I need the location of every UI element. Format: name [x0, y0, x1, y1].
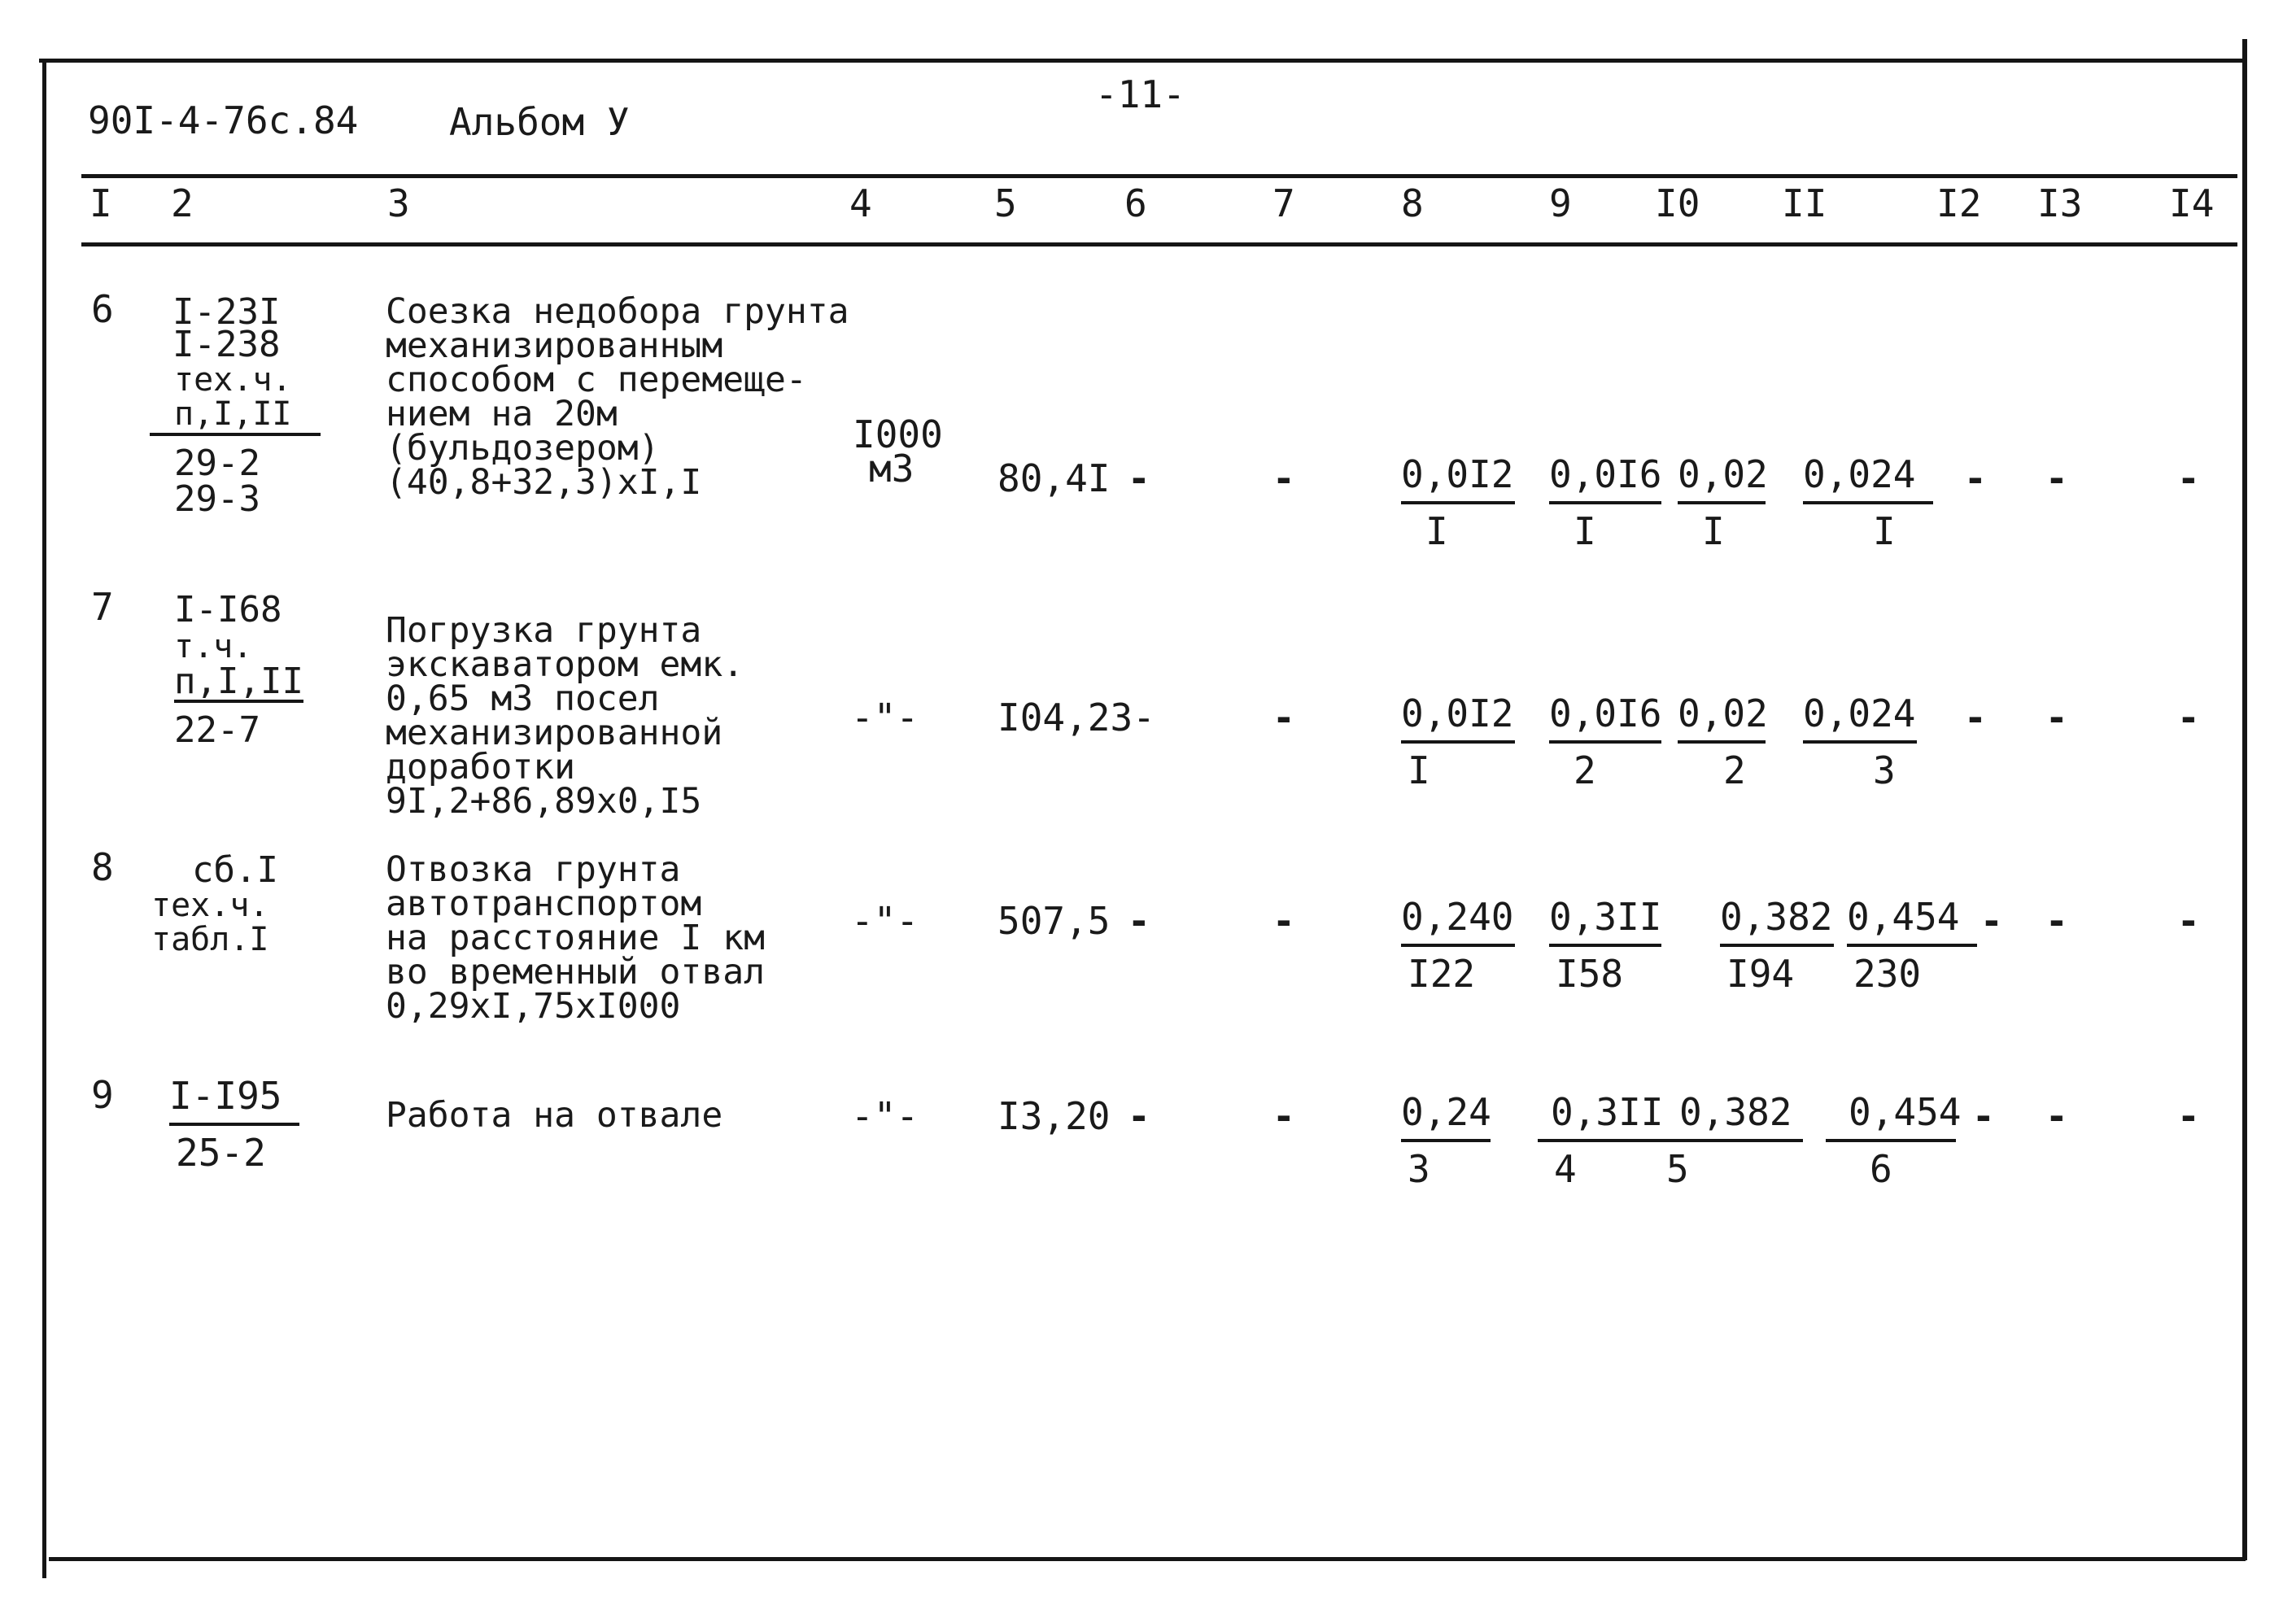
fraction-col10: [1720, 895, 1834, 996]
column-header: 7: [1272, 181, 1295, 225]
cell-col12: -: [1980, 899, 2003, 943]
row-unit: м3: [869, 447, 914, 491]
column-header: 3: [387, 181, 410, 225]
column-header: I4: [2169, 181, 2215, 225]
fraction-col9: [1549, 691, 1661, 792]
fraction-numerator: 0,382: [1720, 895, 1834, 947]
cell-col13: -: [2045, 696, 2068, 739]
row-ref: табл.I: [151, 921, 269, 958]
fraction-numerator: 0,024: [1803, 691, 1917, 744]
column-header: 5: [994, 181, 1017, 225]
fraction-col9: [1549, 452, 1661, 553]
frame-bottom-border: [49, 1557, 2246, 1561]
fraction-denominator: 6: [1870, 1147, 1892, 1191]
header-top-rule: [81, 174, 2237, 178]
column-header: 2: [171, 181, 194, 225]
frame-right-border: [2242, 39, 2247, 1560]
cell-col13: -: [2045, 899, 2068, 943]
fraction-numerator: 0,0I6: [1549, 452, 1661, 504]
row-description: автотранспортом: [386, 883, 702, 924]
row-description: механизированной: [386, 713, 723, 753]
row-unit: -"-: [851, 899, 919, 943]
fraction-denominator: 2: [1723, 748, 1746, 792]
cell-col14: -: [2177, 696, 2200, 739]
cell-col6: -: [1128, 899, 1150, 943]
fraction-numerator: 0,0I2: [1401, 452, 1515, 504]
fraction-col10: [1678, 452, 1766, 553]
fraction-denominator: I: [1873, 509, 1896, 553]
row-unit: -"-: [851, 1094, 919, 1138]
row-ref: п,I,II: [174, 395, 292, 433]
row-description: (40,8+32,3)xI,I: [386, 462, 702, 503]
row-unit: -"-: [851, 696, 919, 739]
row-ref: сб.I: [192, 849, 278, 891]
column-header: 9: [1549, 181, 1572, 225]
row-quantity: 507,5: [997, 899, 1111, 943]
cell-col12: -: [1964, 456, 1987, 500]
fraction-numerator: 0,02: [1678, 452, 1766, 504]
album-label: Альбом У: [449, 100, 630, 144]
fraction-col9: [1549, 895, 1661, 996]
fraction-denominator: 230: [1853, 952, 1922, 996]
frame-top-border: [39, 59, 2246, 63]
row-number: 7: [91, 585, 114, 629]
fraction-col10: [1678, 691, 1766, 792]
fraction-denominator: 3: [1873, 748, 1896, 792]
row-ref: I-I68: [174, 589, 282, 630]
row-quantity: 80,4I: [997, 456, 1111, 500]
row-ref ul: п,I,II: [174, 661, 303, 702]
row-ref: т.ч.: [174, 628, 253, 665]
fraction-numerator: 0,024: [1803, 452, 1933, 504]
cell-col12: -: [1964, 696, 1987, 739]
fraction-numerator: 0,454: [1847, 895, 1977, 947]
row-description: экскаватором емк.: [386, 644, 744, 685]
cell-col6: -: [1128, 1094, 1150, 1138]
cell-col13: -: [2045, 456, 2068, 500]
row-ref: тех.ч.: [151, 887, 269, 924]
fraction-col8: [1401, 452, 1515, 553]
row-description: Соезка недобора грунта: [386, 291, 849, 332]
row-number: 9: [91, 1073, 114, 1117]
cell-col13: -: [2045, 1094, 2068, 1138]
header-bottom-rule: [81, 242, 2237, 246]
fraction-denominator: 25-2: [176, 1131, 266, 1175]
fraction-numerator: 0,24: [1401, 1090, 1491, 1142]
column-header: I0: [1655, 181, 1700, 225]
row-description: (бульдозером): [386, 428, 660, 469]
row-quantity: I3,20: [997, 1094, 1111, 1138]
fraction-denominator: I: [1425, 509, 1448, 553]
cell-col12: -: [1972, 1094, 1995, 1138]
fraction-col10: [1660, 1090, 1803, 1191]
column-header: 8: [1401, 181, 1424, 225]
row-quantity: I04,23-: [997, 696, 1155, 739]
fraction-col11: [1847, 895, 1977, 996]
row-ref: 22-7: [174, 709, 260, 751]
fraction-denominator: I58: [1556, 952, 1624, 996]
cell-col7: -: [1272, 696, 1295, 739]
row-description: доработки: [386, 747, 575, 787]
fraction-col8: [1401, 1090, 1491, 1191]
row-description: 0,65 м3 посел: [386, 678, 660, 719]
fraction-numerator: 0,3II: [1549, 895, 1661, 947]
fraction-denominator: I94: [1726, 952, 1795, 996]
row-description: Работа на отвале: [386, 1095, 723, 1136]
column-header: II: [1782, 181, 1827, 225]
row-description: способом с перемеще-: [386, 360, 807, 400]
row-description: механизированным: [386, 325, 723, 366]
row-description: Погрузка грунта: [386, 610, 702, 651]
frame-left-border: [42, 59, 46, 1578]
fraction-numerator: 0,0I2: [1401, 691, 1515, 744]
fraction-numerator: 0,240: [1401, 895, 1515, 947]
cell-col14: -: [2177, 899, 2200, 943]
column-header: I3: [2037, 181, 2083, 225]
fraction-col9: [1538, 1090, 1664, 1191]
column-header: 6: [1124, 181, 1147, 225]
document-code: 90I-4-76c.84: [88, 98, 359, 142]
fraction-denominator: I: [1408, 748, 1430, 792]
row-description: 0,29xI,75xI000: [386, 986, 681, 1027]
row-ref: 29-3: [174, 478, 260, 520]
cell-col14: -: [2177, 1094, 2200, 1138]
row-ref: 29-2: [174, 443, 260, 484]
fraction-numerator: I-I95: [169, 1074, 299, 1126]
column-header: I: [89, 181, 112, 225]
row-description: Отвозка грунта: [386, 849, 681, 890]
row-description: 9I,2+86,89x0,I5: [386, 781, 702, 822]
fraction-col8: [1401, 895, 1515, 996]
cell-col7: -: [1272, 456, 1295, 500]
row-number: 8: [91, 845, 114, 889]
row-ref: I-238: [172, 324, 281, 365]
fraction-denominator: I: [1702, 509, 1725, 553]
fraction-numerator: 0,382: [1660, 1090, 1803, 1142]
row-ref-fraction: [169, 1074, 299, 1175]
fraction-numerator: 0,0I6: [1549, 691, 1661, 744]
cell-col14: -: [2177, 456, 2200, 500]
fraction-denominator: 4: [1554, 1147, 1577, 1191]
row-description: во временный отвал: [386, 952, 765, 992]
cell-col7: -: [1272, 899, 1295, 943]
fraction-col11: [1803, 691, 1917, 792]
page-number: -11-: [1095, 72, 1185, 116]
fraction-numerator: 0,454: [1826, 1090, 1956, 1142]
fraction-col11: [1826, 1090, 1962, 1191]
fraction-denominator: 5: [1666, 1147, 1689, 1191]
row-ref: тех.ч.: [174, 361, 292, 399]
column-header: 4: [849, 181, 872, 225]
cell-col6: -: [1128, 456, 1150, 500]
row-number: 6: [91, 287, 114, 331]
fraction-denominator: I22: [1408, 952, 1476, 996]
row-description: на расстояние I км: [386, 918, 765, 958]
fraction-col8: [1401, 691, 1515, 792]
cell-col7: -: [1272, 1094, 1295, 1138]
row-description: нием на 20м: [386, 394, 618, 434]
column-header: I2: [1936, 181, 1982, 225]
fraction-denominator: 2: [1574, 748, 1596, 792]
fraction-denominator: I: [1574, 509, 1596, 553]
fraction-col11: [1803, 452, 1933, 553]
fraction-numerator: 0,02: [1678, 691, 1766, 744]
fraction-denominator: 3: [1408, 1147, 1430, 1191]
ref-divider: [150, 433, 321, 436]
row-unit: I000: [853, 412, 943, 456]
fraction-numerator: 0,3II: [1538, 1090, 1660, 1142]
row-ref: I-23I: [172, 291, 281, 333]
